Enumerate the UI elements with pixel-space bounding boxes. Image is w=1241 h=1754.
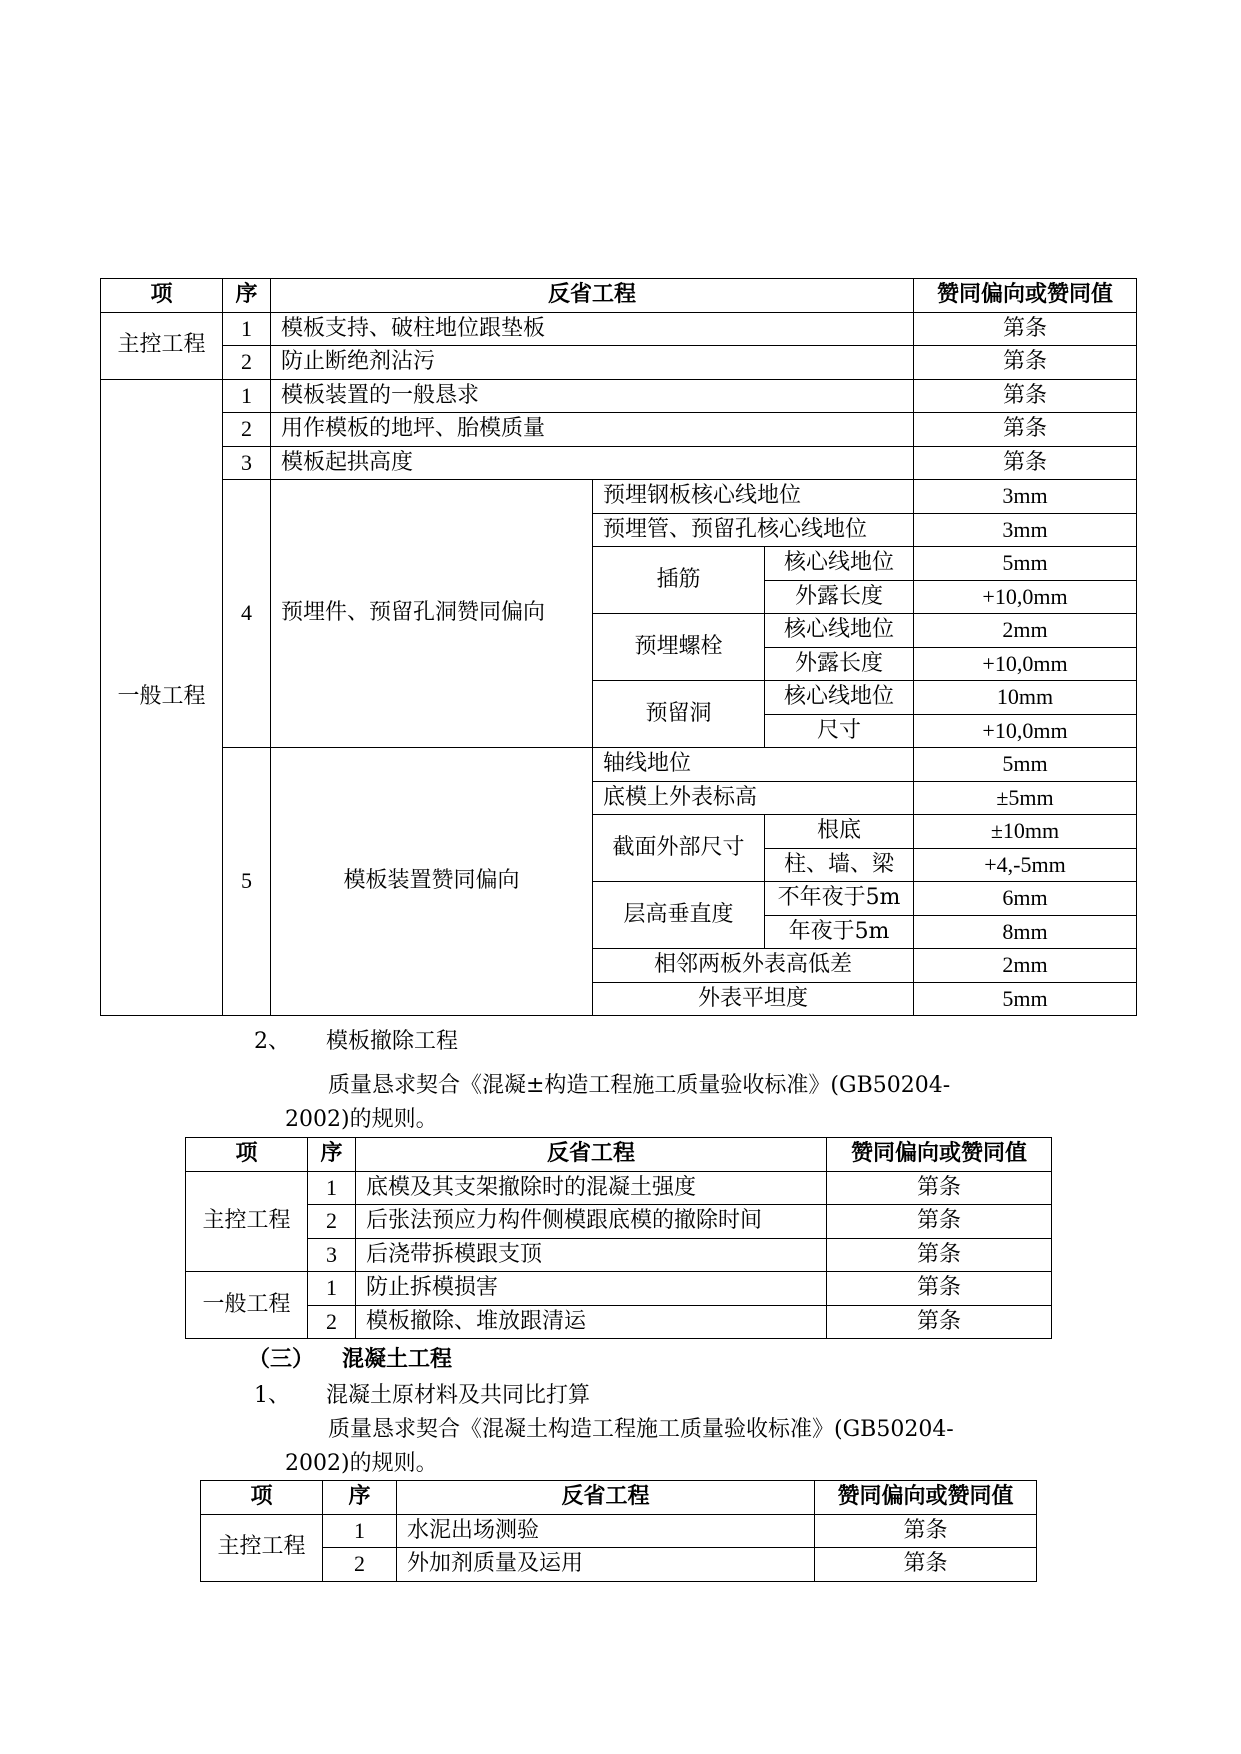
row-text: 模板撤除、堆放跟清运	[356, 1305, 827, 1339]
row-seq: 2	[308, 1205, 356, 1239]
row-seq: 4	[223, 480, 271, 748]
row-text: 防止拆模损害	[356, 1272, 827, 1306]
row-value: +10,0mm	[914, 714, 1137, 748]
table-row	[186, 1205, 1052, 1239]
chapter-text: 混凝土工程	[342, 1347, 453, 1372]
table-row	[101, 413, 1137, 447]
sub-label: 截面外部尺寸	[593, 815, 765, 882]
table-row	[101, 446, 1137, 480]
table-row	[186, 1305, 1052, 1339]
row-value: 5mm	[914, 547, 1137, 581]
header-value: 赞同偏向或赞同值	[815, 1481, 1037, 1515]
row-value: 2mm	[914, 614, 1137, 648]
header-project: 反省工程	[397, 1481, 815, 1515]
sub-item: 核心线地位	[765, 547, 914, 581]
row-seq: 1	[308, 1171, 356, 1205]
main-control-label: 主控工程	[201, 1514, 323, 1581]
general-label: 一般工程	[186, 1272, 308, 1339]
row-seq: 3	[223, 446, 271, 480]
row-value: 第条	[827, 1305, 1052, 1339]
header-item: 项	[201, 1481, 323, 1515]
main-control-label: 主控工程	[101, 312, 223, 379]
chapter-number: （三）	[248, 1347, 315, 1372]
row-value: 第条	[914, 346, 1137, 380]
row-value: 第条	[914, 379, 1137, 413]
table-row	[186, 1238, 1052, 1272]
formwork-removal-table	[185, 1137, 1052, 1339]
heading-text: 混凝土原材料及共同比打算	[326, 1383, 591, 1408]
group-title: 模板装置赞同偏向	[271, 748, 593, 1016]
row-text: 水泥出场测验	[397, 1514, 815, 1548]
row-text: 模板起拱高度	[271, 446, 914, 480]
table-header-row	[101, 279, 1137, 313]
row-text: 轴线地位	[593, 748, 914, 782]
row-seq: 1	[223, 312, 271, 346]
row-seq: 1	[308, 1272, 356, 1306]
sub-label: 插筋	[593, 547, 765, 614]
row-seq: 2	[308, 1305, 356, 1339]
row-value: 第条	[827, 1171, 1052, 1205]
row-seq: 3	[308, 1238, 356, 1272]
table-row	[101, 748, 1137, 782]
sub-item: 外露长度	[765, 647, 914, 681]
row-text: 外加剂质量及运用	[397, 1548, 815, 1582]
sub-label: 预埋螺栓	[593, 614, 765, 681]
row-value: 第条	[827, 1272, 1052, 1306]
row-text: 模板装置的一般恳求	[271, 379, 914, 413]
row-text: 模板支持、破柱地位跟垫板	[271, 312, 914, 346]
header-seq: 序	[323, 1481, 397, 1515]
row-value: 第条	[914, 312, 1137, 346]
row-value: 6mm	[914, 882, 1137, 916]
row-value: 第条	[914, 413, 1137, 447]
concrete-material-table	[200, 1480, 1037, 1582]
header-value: 赞同偏向或赞同值	[827, 1138, 1052, 1172]
table-row	[201, 1514, 1037, 1548]
row-seq: 5	[223, 748, 271, 1016]
header-item: 项	[101, 279, 223, 313]
row-text: 相邻两板外表高低差	[593, 949, 914, 983]
header-seq: 序	[223, 279, 271, 313]
table-row	[101, 480, 1137, 514]
general-label: 一般工程	[101, 379, 223, 1016]
row-seq: 2	[323, 1548, 397, 1582]
paragraph-line: 质量恳求契合《混凝土构造工程施工质量验收标准》(GB50204-	[328, 1417, 954, 1442]
group-title: 预埋件、预留孔洞赞同偏向	[271, 480, 593, 748]
row-value: 2mm	[914, 949, 1137, 983]
heading-text: 模板撤除工程	[326, 1029, 459, 1054]
header-project: 反省工程	[271, 279, 914, 313]
formwork-install-table	[100, 278, 1137, 1016]
sub-item: 核心线地位	[765, 614, 914, 648]
row-text: 后张法预应力构件侧模跟底模的撤除时间	[356, 1205, 827, 1239]
sub-item: 不年夜于5m	[765, 882, 914, 916]
sub-label: 预留洞	[593, 681, 765, 748]
row-seq: 1	[223, 379, 271, 413]
paragraph-line: 2002)的规则。	[285, 1451, 438, 1476]
row-value: +10,0mm	[914, 647, 1137, 681]
row-value: +10,0mm	[914, 580, 1137, 614]
row-value: 5mm	[914, 748, 1137, 782]
sub-item: 核心线地位	[765, 681, 914, 715]
row-text: 用作模板的地坪、胎模质量	[271, 413, 914, 447]
row-text: 预埋管、预留孔核心线地位	[593, 513, 914, 547]
row-value: +4,-5mm	[914, 848, 1137, 882]
sub-label: 层高垂直度	[593, 882, 765, 949]
row-value: 3mm	[914, 513, 1137, 547]
row-seq: 2	[223, 413, 271, 447]
row-text: 底模上外表标高	[593, 781, 914, 815]
row-text: 后浇带拆模跟支顶	[356, 1238, 827, 1272]
table-row	[186, 1272, 1052, 1306]
table-header-row	[186, 1138, 1052, 1172]
table-row	[101, 379, 1137, 413]
row-value: 第条	[827, 1205, 1052, 1239]
table-row	[201, 1548, 1037, 1582]
table-header-row	[201, 1481, 1037, 1515]
row-value: 10mm	[914, 681, 1137, 715]
sub-item: 年夜于5m	[765, 915, 914, 949]
main-control-label: 主控工程	[186, 1171, 308, 1272]
row-value: 第条	[827, 1238, 1052, 1272]
header-item: 项	[186, 1138, 308, 1172]
row-text: 预埋钢板核心线地位	[593, 480, 914, 514]
paragraph-line: 2002)的规则。	[285, 1107, 438, 1132]
sub-item: 根底	[765, 815, 914, 849]
table-row	[101, 312, 1137, 346]
row-text: 防止断绝剂沾污	[271, 346, 914, 380]
row-value: 8mm	[914, 915, 1137, 949]
row-value: ±5mm	[914, 781, 1137, 815]
row-value: 第条	[815, 1548, 1037, 1582]
row-seq: 1	[323, 1514, 397, 1548]
table-row	[101, 346, 1137, 380]
heading-number: 2、	[254, 1029, 290, 1054]
header-value: 赞同偏向或赞同值	[914, 279, 1137, 313]
row-value: 第条	[815, 1514, 1037, 1548]
heading-number: 1、	[254, 1383, 290, 1408]
row-text: 底模及其支架撤除时的混凝土强度	[356, 1171, 827, 1205]
header-seq: 序	[308, 1138, 356, 1172]
paragraph-line: 质量恳求契合《混凝±构造工程施工质量验收标准》(GB50204-	[328, 1073, 951, 1098]
row-value: 第条	[914, 446, 1137, 480]
row-value: 5mm	[914, 982, 1137, 1016]
row-value: 3mm	[914, 480, 1137, 514]
sub-item: 尺寸	[765, 714, 914, 748]
row-value: ±10mm	[914, 815, 1137, 849]
sub-item: 外露长度	[765, 580, 914, 614]
row-seq: 2	[223, 346, 271, 380]
row-text: 外表平坦度	[593, 982, 914, 1016]
section-heading	[254, 1024, 458, 1055]
sub-item: 柱、墙、梁	[765, 848, 914, 882]
header-project: 反省工程	[356, 1138, 827, 1172]
chapter-heading	[248, 1342, 452, 1373]
table-row	[186, 1171, 1052, 1205]
section-heading	[254, 1378, 590, 1409]
